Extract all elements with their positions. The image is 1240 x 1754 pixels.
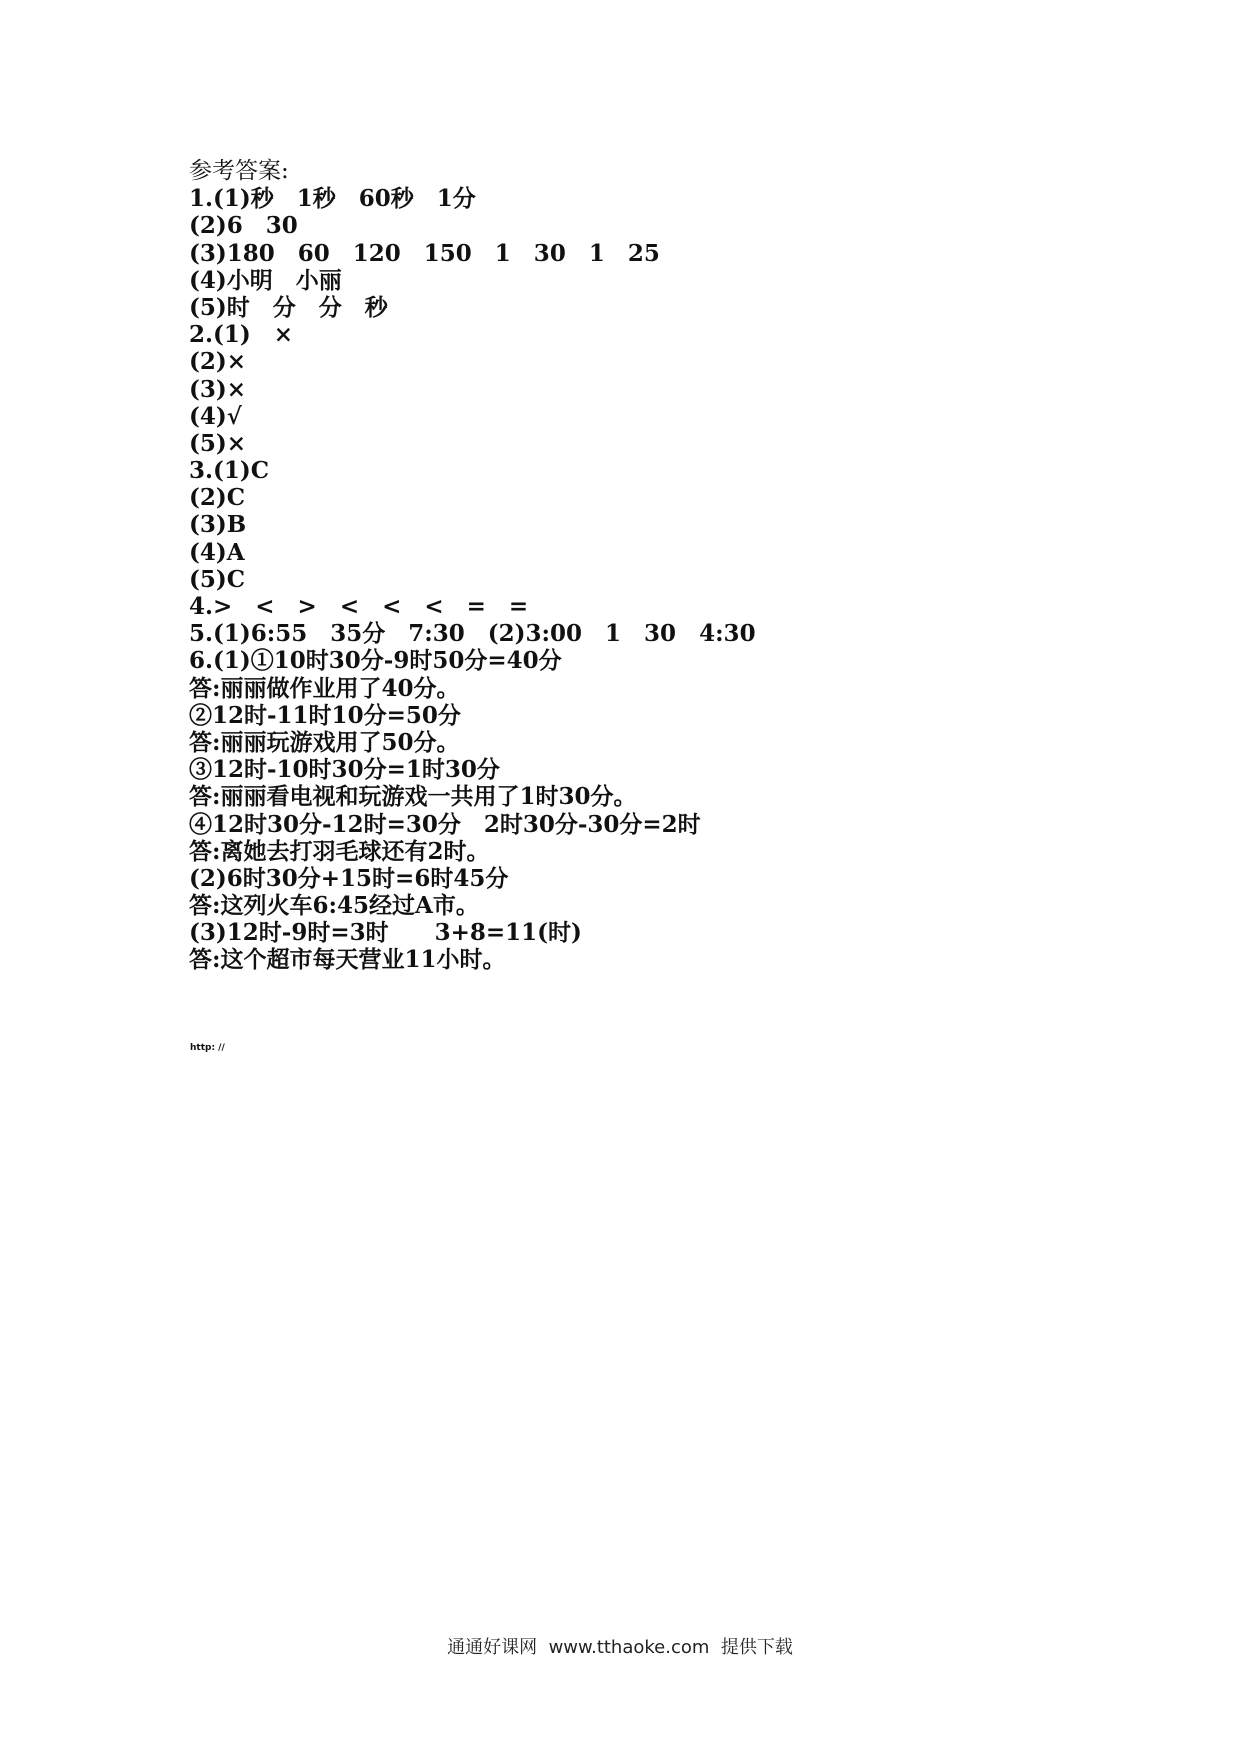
footer-source: 通通好课网 www.tthaoke.com 提供下载 [447,1637,793,1658]
answer-line: (2)C [189,484,246,512]
answer-line: 3.(1)C [189,457,270,485]
answer-line: (5)C [189,565,246,593]
answer-line: 4.> < > < < < = = [189,593,529,620]
answer-line: (5)× [189,429,247,457]
answer-line: 5.(1)6:55 35分 7:30 (2)3:00 1 30 4:30 [189,620,756,648]
answer-line: ④12时30分-12时=30分 2时30分-30分=2时 [189,810,701,838]
answer-line: 6.(1)①10时30分-9时50分=40分 [189,647,562,675]
answer-line: (2)6时30分+15时=6时45分 [189,864,509,892]
answer-line: 答:丽丽玩游戏用了50分。 [189,728,460,756]
answer-line: (5)时 分 分 秒 [189,293,388,321]
answer-line: (3)× [189,375,247,403]
answer-line: 答:丽丽做作业用了40分。 [189,674,460,702]
answer-line: 答:离她去打羽毛球还有2时。 [189,837,490,865]
answer-line: 答:这个超市每天营业11小时。 [189,946,506,974]
answer-line: (2)× [189,348,247,376]
answer-line: (3)12时-9时=3时 3+8=11(时) [189,919,582,947]
answer-line: (2)6 30 [189,212,298,240]
answer-line: (4)A [189,538,245,566]
answer-line: 2.(1) × [189,321,294,349]
answer-line: ②12时-11时10分=50分 [189,701,461,729]
answer-line: (4)小明 小丽 [189,266,342,294]
url-note: http: // [190,1043,225,1053]
answer-key [189,158,1089,974]
answer-line: ③12时-10时30分=1时30分 [189,756,500,784]
answer-key-title: 参考答案: [189,158,289,184]
answer-line: 答:这列火车6:45经过A市。 [189,892,479,920]
answer-line: 1.(1)秒 1秒 60秒 1分 [189,185,476,213]
answer-line: (3)180 60 120 150 1 30 1 25 [189,239,660,267]
answer-line: 答:丽丽看电视和玩游戏一共用了1时30分。 [189,783,637,811]
answer-line: (4)√ [189,402,242,430]
answer-line: (3)B [189,511,247,539]
